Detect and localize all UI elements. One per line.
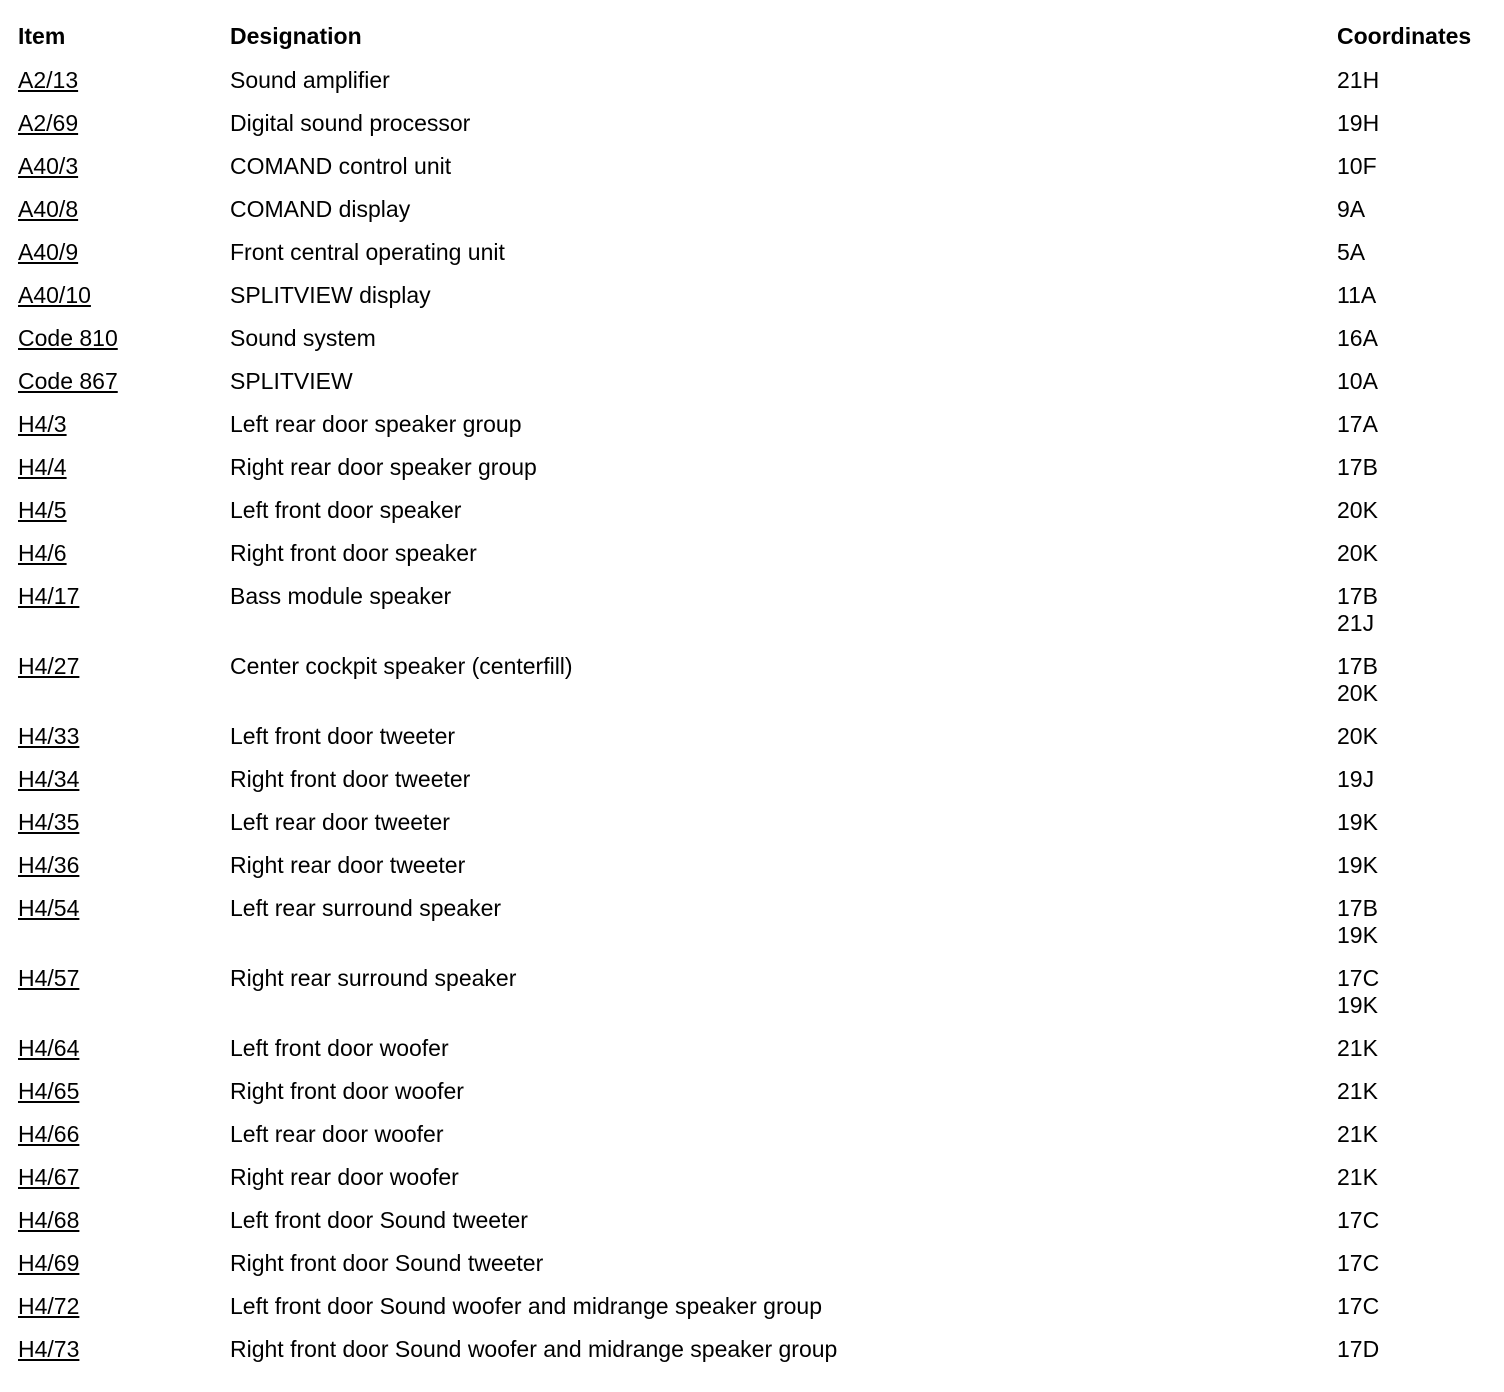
item-link[interactable]: H4/54	[18, 895, 80, 921]
coordinates-cell	[1337, 719, 1498, 762]
coordinates-cell	[1337, 1074, 1498, 1117]
component-legend-table	[18, 18, 1498, 1375]
table-row	[18, 364, 1498, 407]
coordinate-value: 16A	[1337, 325, 1378, 351]
designation-cell: SPLITVIEW display	[230, 282, 431, 308]
item-cell	[18, 961, 230, 1031]
coordinate-value: 11A	[1337, 282, 1377, 308]
table-row	[18, 1203, 1498, 1246]
item-cell	[18, 805, 230, 848]
item-cell	[18, 493, 230, 536]
designation-cell: Right front door Sound tweeter	[230, 1250, 544, 1276]
item-cell	[18, 450, 230, 493]
item-link[interactable]: A40/10	[18, 282, 91, 308]
coordinates-cell	[1337, 961, 1498, 1031]
item-link[interactable]: H4/57	[18, 965, 80, 991]
item-cell	[18, 321, 230, 364]
coordinate-value: 17A	[1337, 411, 1378, 437]
coordinates-cell	[1337, 805, 1498, 848]
table-row	[18, 192, 1498, 235]
item-cell	[18, 1289, 230, 1332]
table-row	[18, 235, 1498, 278]
coordinate-value: 17B	[1337, 583, 1378, 609]
item-cell	[18, 63, 230, 106]
item-cell	[18, 278, 230, 321]
item-link[interactable]: H4/6	[18, 540, 67, 566]
coordinate-value: 21J	[1337, 610, 1375, 636]
coordinates-cell	[1337, 1203, 1498, 1246]
item-cell	[18, 1332, 230, 1375]
coordinates-cell	[1337, 1332, 1498, 1375]
designation-cell: Left rear door speaker group	[230, 411, 522, 437]
coordinate-value: 19K	[1337, 809, 1378, 835]
coordinate-value: 19K	[1337, 852, 1378, 878]
coordinate-value: 17B	[1337, 454, 1378, 480]
coordinate-value: 17C	[1337, 965, 1380, 991]
designation-cell: Left front door tweeter	[230, 723, 456, 749]
table-row	[18, 536, 1498, 579]
item-cell	[18, 192, 230, 235]
table-header-row	[18, 18, 1498, 63]
coordinates-cell	[1337, 1117, 1498, 1160]
item-link[interactable]: A40/9	[18, 239, 79, 265]
item-cell	[18, 1074, 230, 1117]
coordinates-cell	[1337, 848, 1498, 891]
coordinate-value: 17C	[1337, 1250, 1380, 1276]
designation-cell: Right rear door woofer	[230, 1164, 459, 1190]
coordinate-value: 9A	[1337, 196, 1366, 222]
item-link[interactable]: H4/3	[18, 411, 67, 437]
designation-cell: Left front door Sound tweeter	[230, 1207, 528, 1233]
coordinates-cell	[1337, 407, 1498, 450]
item-cell	[18, 719, 230, 762]
table-row	[18, 579, 1498, 649]
item-link[interactable]: H4/64	[18, 1035, 80, 1061]
coordinates-cell	[1337, 321, 1498, 364]
item-link[interactable]: H4/73	[18, 1336, 80, 1362]
designation-cell: Left front door woofer	[230, 1035, 449, 1061]
item-link[interactable]: H4/5	[18, 497, 67, 523]
coordinate-value: 20K	[1337, 497, 1378, 523]
table-row	[18, 649, 1498, 719]
designation-cell: Front central operating unit	[230, 239, 505, 265]
coordinate-value: 21H	[1337, 67, 1380, 93]
designation-cell: Digital sound processor	[230, 110, 471, 136]
coordinates-cell	[1337, 1031, 1498, 1074]
item-link[interactable]: H4/68	[18, 1207, 80, 1233]
item-link[interactable]: A40/3	[18, 153, 79, 179]
item-cell	[18, 848, 230, 891]
designation-cell: Right front door tweeter	[230, 766, 471, 792]
coordinates-cell	[1337, 649, 1498, 719]
coordinate-value: 21K	[1337, 1035, 1378, 1061]
item-link[interactable]: H4/69	[18, 1250, 80, 1276]
designation-cell: Left front door speaker	[230, 497, 462, 523]
item-cell	[18, 106, 230, 149]
item-link[interactable]: A40/8	[18, 196, 79, 222]
item-link[interactable]: H4/34	[18, 766, 80, 792]
item-link[interactable]: H4/33	[18, 723, 80, 749]
item-cell	[18, 1031, 230, 1074]
item-cell	[18, 1160, 230, 1203]
item-link[interactable]: H4/67	[18, 1164, 80, 1190]
table-row	[18, 719, 1498, 762]
coordinates-cell	[1337, 63, 1498, 106]
table-row	[18, 805, 1498, 848]
coordinates-cell	[1337, 450, 1498, 493]
item-cell	[18, 1246, 230, 1289]
item-cell	[18, 762, 230, 805]
item-cell	[18, 235, 230, 278]
item-link[interactable]: Code 867	[18, 368, 118, 394]
coordinates-cell	[1337, 364, 1498, 407]
coordinate-value: 19J	[1337, 766, 1375, 792]
coordinates-cell	[1337, 235, 1498, 278]
coordinates-cell	[1337, 278, 1498, 321]
table-row	[18, 1289, 1498, 1332]
table-row	[18, 321, 1498, 364]
coordinate-value: 10F	[1337, 153, 1377, 179]
table-row	[18, 1031, 1498, 1074]
item-cell	[18, 364, 230, 407]
designation-cell: Left rear door woofer	[230, 1121, 444, 1147]
designation-cell: Sound system	[230, 325, 376, 351]
coordinate-value: 17C	[1337, 1207, 1380, 1233]
table-row	[18, 106, 1498, 149]
header-item: Item	[18, 23, 66, 49]
item-link[interactable]: H4/35	[18, 809, 80, 835]
designation-cell: Sound amplifier	[230, 67, 390, 93]
designation-cell: Left front door Sound woofer and midrange speaker group	[230, 1293, 822, 1319]
coordinate-value: 19K	[1337, 992, 1378, 1018]
coordinate-value: 21K	[1337, 1078, 1378, 1104]
item-cell	[18, 536, 230, 579]
coordinate-value: 19K	[1337, 922, 1378, 948]
designation-cell: COMAND display	[230, 196, 411, 222]
coordinates-cell	[1337, 1160, 1498, 1203]
coordinate-value: 17D	[1337, 1336, 1380, 1362]
item-link[interactable]: H4/65	[18, 1078, 80, 1104]
item-cell	[18, 1203, 230, 1246]
designation-cell: Right rear door tweeter	[230, 852, 466, 878]
table-row	[18, 450, 1498, 493]
table-row	[18, 1117, 1498, 1160]
coordinate-value: 20K	[1337, 680, 1378, 706]
coordinate-value: 20K	[1337, 723, 1378, 749]
table-row	[18, 1074, 1498, 1117]
item-link[interactable]: H4/17	[18, 583, 80, 609]
item-link[interactable]: H4/4	[18, 454, 67, 480]
coordinates-cell	[1337, 149, 1498, 192]
table-row	[18, 848, 1498, 891]
table-row	[18, 1332, 1498, 1375]
coordinate-value: 10A	[1337, 368, 1378, 394]
table-row	[18, 762, 1498, 805]
item-cell	[18, 891, 230, 961]
table-row	[18, 1246, 1498, 1289]
table-row	[18, 493, 1498, 536]
header-designation: Designation	[230, 23, 362, 49]
designation-cell: Right front door woofer	[230, 1078, 464, 1104]
item-cell	[18, 149, 230, 192]
table-row	[18, 63, 1498, 106]
item-link[interactable]: Code 810	[18, 325, 118, 351]
designation-cell: Left rear door tweeter	[230, 809, 450, 835]
item-link[interactable]: H4/66	[18, 1121, 80, 1147]
coordinate-value: 17B	[1337, 653, 1378, 679]
coordinates-cell	[1337, 891, 1498, 961]
table-row	[18, 1160, 1498, 1203]
item-cell	[18, 407, 230, 450]
table-row	[18, 961, 1498, 1031]
coordinates-cell	[1337, 762, 1498, 805]
item-link[interactable]: H4/36	[18, 852, 80, 878]
coordinate-value: 19H	[1337, 110, 1380, 136]
table-row	[18, 149, 1498, 192]
coordinate-value: 21K	[1337, 1121, 1378, 1147]
coordinate-value: 17B	[1337, 895, 1378, 921]
designation-cell: Center cockpit speaker (centerfill)	[230, 653, 573, 679]
coordinates-cell	[1337, 579, 1498, 649]
coordinate-value: 5A	[1337, 239, 1366, 265]
item-link[interactable]: A2/69	[18, 110, 79, 136]
header-coordinates: Coordinates	[1337, 23, 1472, 49]
item-link[interactable]: H4/27	[18, 653, 80, 679]
coordinates-cell	[1337, 536, 1498, 579]
item-cell	[18, 1117, 230, 1160]
item-link[interactable]: H4/72	[18, 1293, 80, 1319]
coordinates-cell	[1337, 192, 1498, 235]
coordinates-cell	[1337, 106, 1498, 149]
designation-cell: Right front door speaker	[230, 540, 477, 566]
item-link[interactable]: A2/13	[18, 67, 79, 93]
coordinates-cell	[1337, 493, 1498, 536]
designation-cell: Right rear surround speaker	[230, 965, 517, 991]
item-cell	[18, 579, 230, 649]
item-cell	[18, 649, 230, 719]
designation-cell: Right rear door speaker group	[230, 454, 537, 480]
table-row	[18, 278, 1498, 321]
designation-cell: Left rear surround speaker	[230, 895, 502, 921]
designation-cell: SPLITVIEW	[230, 368, 353, 394]
table-row	[18, 891, 1498, 961]
coordinates-cell	[1337, 1289, 1498, 1332]
coordinate-value: 21K	[1337, 1164, 1378, 1190]
designation-cell: Right front door Sound woofer and midrange speaker group	[230, 1336, 838, 1362]
designation-cell: COMAND control unit	[230, 153, 452, 179]
coordinate-value: 20K	[1337, 540, 1378, 566]
coordinates-cell	[1337, 1246, 1498, 1289]
coordinate-value: 17C	[1337, 1293, 1380, 1319]
table-row	[18, 407, 1498, 450]
table-body	[18, 63, 1498, 1375]
designation-cell: Bass module speaker	[230, 583, 452, 609]
